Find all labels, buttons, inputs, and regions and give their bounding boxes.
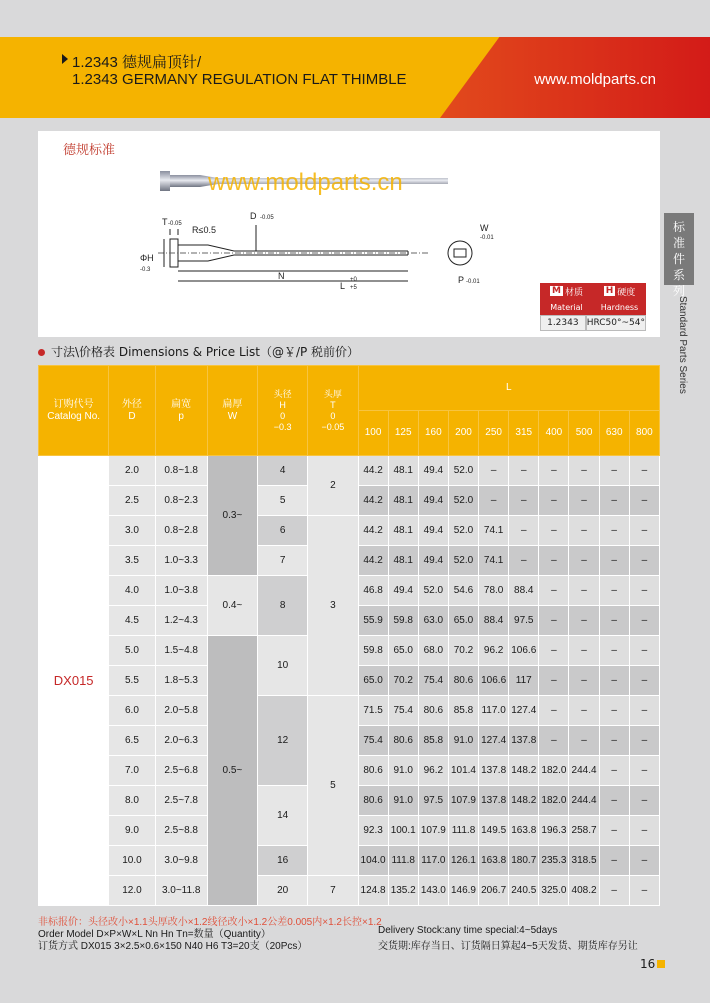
cell-price: 148.2 — [509, 786, 539, 816]
cell-price: 68.0 — [418, 636, 448, 666]
cell-price: 63.0 — [418, 606, 448, 636]
hardness-value: HRC50°~54° — [586, 315, 646, 331]
cell-price: 75.4 — [418, 666, 448, 696]
col-l-value: 500 — [569, 411, 599, 456]
cell-price: 137.8 — [509, 726, 539, 756]
cell-price: 106.6 — [479, 666, 509, 696]
cell-t: 2 — [308, 456, 358, 516]
cell-price: – — [599, 786, 629, 816]
dim-T-tol: -0.05 — [168, 221, 182, 227]
cell-price: 49.4 — [388, 576, 418, 606]
cell-price: 96.2 — [418, 756, 448, 786]
col-l-value: 200 — [448, 411, 478, 456]
cell-price: – — [599, 516, 629, 546]
cell-price: 107.9 — [448, 786, 478, 816]
cell-price: – — [539, 696, 569, 726]
cell-price: 71.5 — [358, 696, 388, 726]
col-h: 头径 H 0 −0.3 — [258, 366, 308, 456]
cell-price: 135.2 — [388, 876, 418, 906]
cell-price: 80.6 — [448, 666, 478, 696]
table-row — [39, 696, 660, 726]
cell-price: – — [629, 456, 659, 486]
cell-d: 6.0 — [109, 696, 155, 726]
side-tab-en: Standard Parts Series — [677, 296, 688, 394]
cell-d: 2.5 — [109, 486, 155, 516]
cell-price: 196.3 — [539, 816, 569, 846]
cell-price: 97.5 — [418, 786, 448, 816]
cell-price: 49.4 — [418, 456, 448, 486]
cell-price: 65.0 — [448, 606, 478, 636]
cell-price: 48.1 — [388, 546, 418, 576]
cell-price: – — [539, 636, 569, 666]
col-l-value: 160 — [418, 411, 448, 456]
cell-price: – — [569, 576, 599, 606]
cell-price: – — [629, 876, 659, 906]
cell-price: 49.4 — [418, 546, 448, 576]
dim-W-tol: -0.01 — [480, 235, 494, 241]
cell-price: – — [599, 696, 629, 726]
cell-price: – — [629, 666, 659, 696]
cell-price: 46.8 — [358, 576, 388, 606]
cell-price: 182.0 — [539, 756, 569, 786]
page-square-icon — [657, 960, 665, 968]
col-t: 头厚 T 0 −0.05 — [308, 366, 358, 456]
cell-p: 0.8~1.8 — [155, 456, 207, 486]
cell-price: 85.8 — [418, 726, 448, 756]
standard-label: 德规标准 — [63, 143, 116, 158]
cell-price: 101.4 — [448, 756, 478, 786]
cell-price: 117 — [509, 666, 539, 696]
col-catalog: 订购代号 Catalog No. — [39, 366, 109, 456]
cell-w: 0.4~ — [207, 576, 257, 636]
cell-price: 258.7 — [569, 816, 599, 846]
cell-price: – — [629, 516, 659, 546]
cell-h: 6 — [258, 516, 308, 546]
col-l-value: 400 — [539, 411, 569, 456]
cell-p: 1.5~4.8 — [155, 636, 207, 666]
cell-d: 9.0 — [109, 816, 155, 846]
cell-price: 44.2 — [358, 486, 388, 516]
cell-price: 163.8 — [509, 816, 539, 846]
cell-price: – — [599, 636, 629, 666]
cell-d: 2.0 — [109, 456, 155, 486]
col-w: 扁厚 W — [207, 366, 257, 456]
drawing-panel — [38, 131, 660, 337]
dims-title — [38, 343, 359, 360]
cell-price: – — [539, 726, 569, 756]
cell-price: 52.0 — [448, 516, 478, 546]
cell-h: 5 — [258, 486, 308, 516]
dim-W: W — [480, 223, 489, 233]
col-l-value: 630 — [599, 411, 629, 456]
dim-H-tol: -0.3 — [140, 267, 151, 273]
cell-price: 59.8 — [358, 636, 388, 666]
delivery-en: Delivery Stock:any time special:4~5days — [378, 925, 558, 936]
cell-price: 91.0 — [388, 756, 418, 786]
cell-price: 52.0 — [418, 576, 448, 606]
cell-price: 104.0 — [358, 846, 388, 876]
cell-price: – — [599, 606, 629, 636]
cell-price: – — [569, 516, 599, 546]
cell-price: 80.6 — [388, 726, 418, 756]
cell-d: 5.5 — [109, 666, 155, 696]
order-cn: 订货方式 DX015 3×2.5×0.6×150 N40 H6 T3=20支（20Pcs） — [38, 941, 308, 952]
dim-H: ΦH — [140, 253, 154, 263]
cell-price: 48.1 — [388, 516, 418, 546]
cell-price: 75.4 — [388, 696, 418, 726]
cell-price: 127.4 — [509, 696, 539, 726]
cell-price: – — [569, 666, 599, 696]
cell-price: 44.2 — [358, 456, 388, 486]
col-p: 扁宽 p — [155, 366, 207, 456]
dim-P: P — [458, 275, 465, 285]
cell-price: – — [479, 456, 509, 486]
catalog-no: DX015 — [39, 456, 109, 906]
cell-h: 10 — [258, 636, 308, 696]
cell-price: 85.8 — [448, 696, 478, 726]
cell-price: – — [629, 726, 659, 756]
cell-price: 65.0 — [358, 666, 388, 696]
cell-price: 52.0 — [448, 456, 478, 486]
cell-price: – — [629, 816, 659, 846]
material-badge: M — [552, 286, 561, 296]
cell-t: 5 — [308, 696, 358, 876]
cell-price: 137.8 — [479, 756, 509, 786]
cell-price: 44.2 — [358, 516, 388, 546]
bullet-icon — [38, 349, 45, 356]
table-row — [39, 876, 660, 906]
cell-price: 48.1 — [388, 486, 418, 516]
col-l: L — [358, 366, 660, 411]
dim-N: N — [278, 271, 285, 281]
col-l-value: 315 — [509, 411, 539, 456]
cell-price: – — [629, 606, 659, 636]
dim-L: L — [340, 281, 346, 291]
cell-price: 124.8 — [358, 876, 388, 906]
cell-price: 97.5 — [509, 606, 539, 636]
page-number-text: 16 — [640, 957, 656, 971]
cell-price: – — [479, 486, 509, 516]
cell-price: 137.8 — [479, 786, 509, 816]
hardness-badge: H — [605, 286, 614, 296]
price-table — [38, 365, 660, 906]
title-cn: 1.2343 德规扁顶针/ — [72, 54, 202, 71]
cell-price: 235.3 — [539, 846, 569, 876]
cell-price: – — [539, 576, 569, 606]
cell-price: 80.6 — [358, 756, 388, 786]
cell-p: 2.5~7.8 — [155, 786, 207, 816]
cell-price: – — [629, 486, 659, 516]
col-l-value: 800 — [629, 411, 659, 456]
cell-price: 55.9 — [358, 606, 388, 636]
cell-price: 80.6 — [358, 786, 388, 816]
page-header — [0, 37, 710, 118]
cell-price: – — [509, 456, 539, 486]
cell-price: 107.9 — [418, 816, 448, 846]
cell-price: 78.0 — [479, 576, 509, 606]
cell-d: 3.5 — [109, 546, 155, 576]
cell-price: 49.4 — [418, 486, 448, 516]
cell-price: – — [539, 486, 569, 516]
side-tab — [664, 213, 694, 298]
cell-price: – — [599, 456, 629, 486]
cell-price: 143.0 — [418, 876, 448, 906]
cell-h: 4 — [258, 456, 308, 486]
cell-h: 16 — [258, 846, 308, 876]
cell-price: 100.1 — [388, 816, 418, 846]
cell-price: 70.2 — [448, 636, 478, 666]
cell-price: 206.7 — [479, 876, 509, 906]
cell-price: – — [599, 546, 629, 576]
material-en: Material — [540, 299, 593, 315]
material-value: 1.2343 — [540, 315, 586, 331]
cell-p: 1.2~4.3 — [155, 606, 207, 636]
cell-d: 4.5 — [109, 606, 155, 636]
cell-price: 88.4 — [509, 576, 539, 606]
cell-price: 75.4 — [358, 726, 388, 756]
dim-L-tol-down: +5 — [350, 285, 357, 291]
watermark: www.moldparts.cn — [208, 169, 403, 196]
dim-D-tol: -0.05 — [260, 215, 274, 221]
col-l-value: 100 — [358, 411, 388, 456]
cell-t: 3 — [308, 516, 358, 696]
cell-price: 70.2 — [388, 666, 418, 696]
technical-drawing — [138, 211, 498, 291]
dim-R: R≤0.5 — [192, 225, 216, 235]
cell-price: 111.8 — [448, 816, 478, 846]
dim-T: T — [162, 217, 168, 227]
cell-h: 12 — [258, 696, 308, 786]
title-arrow-icon — [62, 54, 68, 64]
cell-price: 244.4 — [569, 786, 599, 816]
cell-w: 0.5~ — [207, 636, 257, 906]
hardness-en: Hardness — [593, 299, 646, 315]
dims-title-text: 寸法\价格表 Dimensions & Price List（@￥/P 税前价） — [51, 345, 360, 359]
cell-p: 2.0~6.3 — [155, 726, 207, 756]
cell-price: – — [599, 666, 629, 696]
cell-d: 12.0 — [109, 876, 155, 906]
cell-price: 180.7 — [509, 846, 539, 876]
cell-h: 7 — [258, 546, 308, 576]
cell-p: 2.5~8.8 — [155, 816, 207, 846]
cell-p: 1.8~5.3 — [155, 666, 207, 696]
cell-d: 6.5 — [109, 726, 155, 756]
cell-w: 0.3~ — [207, 456, 257, 576]
cell-price: – — [509, 486, 539, 516]
cell-h: 20 — [258, 876, 308, 906]
delivery-cn: 交货期:库存当日、订货隔日算起4~5天发货、期货库存另让 — [378, 941, 638, 952]
cell-price: 126.1 — [448, 846, 478, 876]
cell-price: 148.2 — [509, 756, 539, 786]
cell-price: 163.8 — [479, 846, 509, 876]
cell-price: 91.0 — [448, 726, 478, 756]
cell-price: – — [629, 546, 659, 576]
cell-price: 244.4 — [569, 756, 599, 786]
cell-price: 88.4 — [479, 606, 509, 636]
cell-price: – — [599, 846, 629, 876]
table-row — [39, 516, 660, 546]
table-row — [39, 456, 660, 486]
material-label: 材质 — [564, 287, 583, 298]
cell-h: 8 — [258, 576, 308, 636]
cell-p: 1.0~3.8 — [155, 576, 207, 606]
cell-price: – — [569, 636, 599, 666]
cell-price: – — [599, 726, 629, 756]
dim-D: D — [250, 211, 257, 221]
cell-price: – — [569, 546, 599, 576]
col-l-value: 125 — [388, 411, 418, 456]
cell-price: 59.8 — [388, 606, 418, 636]
cell-d: 4.0 — [109, 576, 155, 606]
cell-d: 8.0 — [109, 786, 155, 816]
col-l-value: 250 — [479, 411, 509, 456]
side-tab-cn: 标准件系列 — [672, 220, 685, 298]
cell-p: 0.8~2.8 — [155, 516, 207, 546]
site-url[interactable]: www.moldparts.cn — [534, 71, 656, 88]
cell-p: 2.0~5.8 — [155, 696, 207, 726]
cell-price: – — [629, 696, 659, 726]
cell-price: 96.2 — [479, 636, 509, 666]
cell-d: 7.0 — [109, 756, 155, 786]
cell-price: 146.9 — [448, 876, 478, 906]
cell-p: 3.0~9.8 — [155, 846, 207, 876]
order-line: Order Model D×P×W×L Nn Hn Tn=数量（Quantity） — [38, 929, 271, 940]
cell-price: – — [599, 876, 629, 906]
cell-price: – — [539, 666, 569, 696]
material-box — [540, 283, 646, 331]
cell-price: – — [509, 516, 539, 546]
cell-price: 49.4 — [418, 516, 448, 546]
cell-p: 2.5~6.8 — [155, 756, 207, 786]
cell-price: – — [629, 576, 659, 606]
cell-price: – — [629, 846, 659, 876]
dim-L-tol-up: +0 — [350, 277, 357, 283]
cell-d: 3.0 — [109, 516, 155, 546]
cell-d: 5.0 — [109, 636, 155, 666]
cell-price: – — [539, 606, 569, 636]
cell-price: 117.0 — [418, 846, 448, 876]
cell-price: – — [599, 816, 629, 846]
nonstandard-note: 非标报价：头径改小×1.1头厚改小×1.2线径改小×1.2公差0.005内×1.2长控×1.2 — [38, 917, 382, 928]
cell-price: – — [509, 546, 539, 576]
cell-price: 117.0 — [479, 696, 509, 726]
cell-price: 182.0 — [539, 786, 569, 816]
hardness-label: 硬度 — [617, 287, 636, 298]
cell-p: 3.0~11.8 — [155, 876, 207, 906]
cell-price: 44.2 — [358, 546, 388, 576]
cell-p: 0.8~2.3 — [155, 486, 207, 516]
cell-price: 318.5 — [569, 846, 599, 876]
cell-price: – — [569, 606, 599, 636]
title-en: 1.2343 GERMANY REGULATION FLAT THIMBLE — [72, 71, 407, 88]
cell-price: 65.0 — [388, 636, 418, 666]
cell-price: – — [629, 756, 659, 786]
cell-price: – — [569, 456, 599, 486]
cell-price: 240.5 — [509, 876, 539, 906]
cell-price: – — [569, 726, 599, 756]
cell-price: 80.6 — [418, 696, 448, 726]
cell-price: – — [629, 636, 659, 666]
cell-price: – — [599, 576, 629, 606]
cell-price: 149.5 — [479, 816, 509, 846]
cell-price: – — [539, 546, 569, 576]
cell-price: 91.0 — [388, 786, 418, 816]
cell-price: – — [539, 456, 569, 486]
cell-price: 92.3 — [358, 816, 388, 846]
cell-t: 7 — [308, 876, 358, 906]
cell-price: – — [599, 756, 629, 786]
cell-price: 52.0 — [448, 486, 478, 516]
cell-d: 10.0 — [109, 846, 155, 876]
cell-price: 106.6 — [509, 636, 539, 666]
cell-price: – — [569, 696, 599, 726]
cell-price: 408.2 — [569, 876, 599, 906]
cell-price: 74.1 — [479, 516, 509, 546]
cell-price: 48.1 — [388, 456, 418, 486]
cell-price: – — [629, 786, 659, 816]
page-number — [640, 957, 665, 971]
cell-price: 325.0 — [539, 876, 569, 906]
cell-h: 14 — [258, 786, 308, 846]
cell-p: 1.0~3.3 — [155, 546, 207, 576]
cell-price: – — [539, 516, 569, 546]
cell-price: 111.8 — [388, 846, 418, 876]
cell-price: 127.4 — [479, 726, 509, 756]
cell-price: – — [599, 486, 629, 516]
cell-price: 54.6 — [448, 576, 478, 606]
cell-price: 52.0 — [448, 546, 478, 576]
col-d: 外径 D — [109, 366, 155, 456]
cell-price: – — [569, 486, 599, 516]
dim-P-tol: -0.01 — [466, 279, 480, 285]
cell-price: 74.1 — [479, 546, 509, 576]
